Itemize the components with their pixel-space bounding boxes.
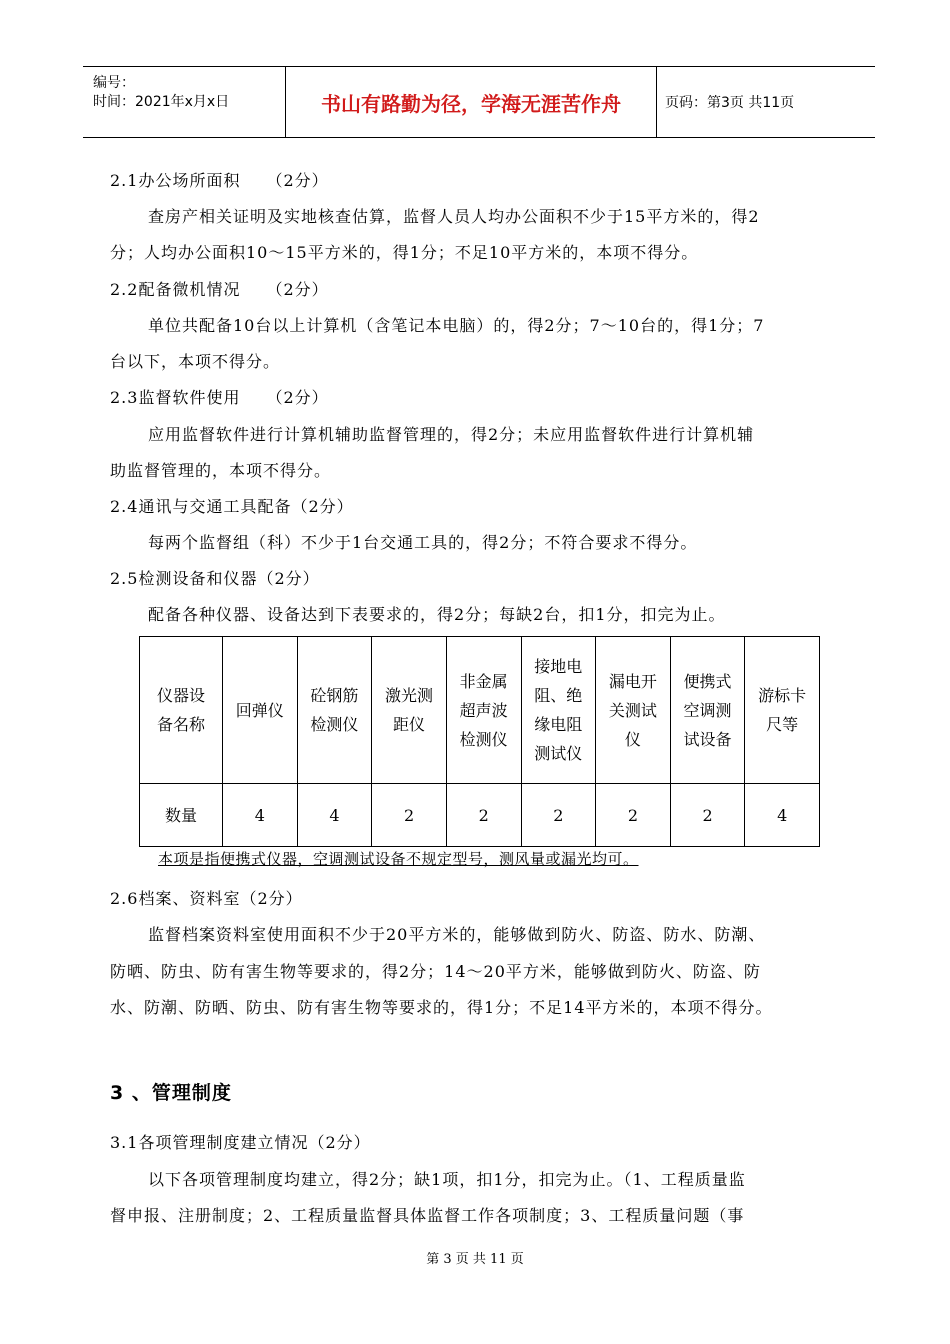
quantity-cell: 4 — [223, 784, 298, 847]
page-header — [83, 66, 875, 138]
paragraph-line: 监督档案资料室使用面积不少于20平方米的，能够做到防火、防盗、防水、防潮、 — [148, 925, 766, 944]
cell-line: 备名称 — [156, 715, 205, 734]
heading-2-1: 2.1办公场所面积 （2分） — [110, 171, 329, 190]
heading-2-2: 2.2配备微机情况 （2分） — [110, 280, 329, 299]
table-header-cell — [223, 637, 298, 784]
cell-line: 检测仪 — [310, 715, 359, 734]
cell-line: 砼钢筋 — [310, 686, 359, 705]
table-header-cell — [521, 637, 596, 784]
table-header-cell — [745, 637, 820, 784]
time-label: 时间：2021年x月x日 — [93, 94, 230, 110]
paragraph-line: 应用监督软件进行计算机辅助监督管理的，得2分；未应用监督软件进行计算机辅 — [148, 425, 755, 444]
section-heading-3: 3 、管理制度 — [110, 1082, 232, 1104]
cell-line: 关测试 — [608, 700, 657, 720]
heading-3-1: 3.1各项管理制度建立情况（2分） — [110, 1133, 371, 1152]
paragraph-line: 以下各项管理制度均建立，得2分；缺1项，扣1分，扣完为止。（1、工程质量监 — [148, 1170, 746, 1189]
heading-2-4: 2.4通讯与交通工具配备（2分） — [110, 497, 354, 516]
cell-line: 便携式 — [683, 671, 732, 691]
page-footer: 第 3 页 共 11 页 — [426, 1252, 524, 1267]
cell-line: 游标卡 — [758, 686, 807, 705]
table-header-cell — [596, 637, 671, 784]
table-header-cell — [140, 637, 223, 784]
table-header-cell — [446, 637, 521, 784]
cell-line: 尺等 — [766, 715, 799, 734]
table-header-cell — [297, 637, 372, 784]
cell-line: 仪器设 — [156, 686, 205, 705]
heading-2-6: 2.6档案、资料室（2分） — [110, 889, 303, 908]
row-label-cell: 数量 — [140, 784, 223, 847]
cell-line: 非金属 — [459, 671, 508, 691]
cell-line: 接地电 — [534, 657, 583, 676]
heading-2-5: 2.5检测设备和仪器（2分） — [110, 569, 320, 588]
cell-line: 回弹仪 — [235, 700, 284, 720]
header-motto: 书山有路勤为径，学海无涯苦作舟 — [286, 67, 657, 137]
quantity-cell: 2 — [596, 784, 671, 847]
paragraph-line: 每两个监督组（科）不少于1台交通工具的，得2分；不符合要求不得分。 — [148, 533, 698, 552]
quantity-cell: 4 — [297, 784, 372, 847]
paragraph-line: 防晒、防虫、防有害生物等要求的，得2分；14～20平方米，能够做到防火、防盗、防 — [110, 962, 761, 981]
cell-line: 距仪 — [393, 715, 426, 734]
paragraph-line: 台以下，本项不得分。 — [110, 352, 281, 371]
cell-line: 阻、绝 — [534, 686, 583, 705]
cell-line: 空调测 — [683, 700, 732, 720]
header-meta — [83, 67, 286, 137]
cell-line: 试设备 — [683, 729, 732, 749]
quantity-cell: 4 — [745, 784, 820, 847]
cell-line: 仪 — [624, 729, 641, 749]
paragraph-line: 助监督管理的，本项不得分。 — [110, 461, 332, 480]
paragraph-line: 单位共配备10台以上计算机（含笔记本电脑）的，得2分；7～10台的，得1分；7 — [148, 316, 765, 335]
table-row — [140, 784, 820, 847]
table-header-row — [140, 637, 820, 784]
heading-2-3: 2.3监督软件使用 （2分） — [110, 388, 329, 407]
cell-line: 超声波 — [459, 700, 508, 720]
cell-line: 漏电开 — [608, 671, 657, 691]
table-header-cell — [670, 637, 745, 784]
cell-line: 测试仪 — [534, 744, 583, 763]
paragraph-line: 督申报、注册制度；2、工程质量监督具体监督工作各项制度；3、工程质量问题（事 — [110, 1206, 745, 1225]
header-page-info: 页码：第3页 共11页 — [665, 95, 795, 111]
cell-line: 检测仪 — [459, 729, 508, 749]
table-header-cell — [372, 637, 447, 784]
quantity-cell: 2 — [372, 784, 447, 847]
paragraph-line: 查房产相关证明及实地核查估算，监督人员人均办公面积不少于15平方米的，得2 — [148, 207, 760, 226]
quantity-cell: 2 — [446, 784, 521, 847]
paragraph-line: 水、防潮、防晒、防虫、防有害生物等要求的，得1分；不足14平方米的，本项不得分。 — [110, 998, 773, 1017]
quantity-cell: 2 — [521, 784, 596, 847]
paragraph-line: 配备各种仪器、设备达到下表要求的，得2分；每缺2台，扣1分，扣完为止。 — [148, 605, 726, 624]
quantity-cell: 2 — [670, 784, 745, 847]
table-note: 本项是指便携式仪器，空调测试设备不规定型号，测风量或漏光均可。 — [158, 850, 639, 868]
cell-line: 激光测 — [385, 686, 434, 705]
cell-line: 缘电阻 — [534, 715, 583, 734]
paragraph-line: 分；人均办公面积10～15平方米的，得1分；不足10平方米的，本项不得分。 — [110, 243, 699, 262]
number-label: 编号： — [93, 75, 135, 91]
equipment-table — [139, 636, 820, 847]
